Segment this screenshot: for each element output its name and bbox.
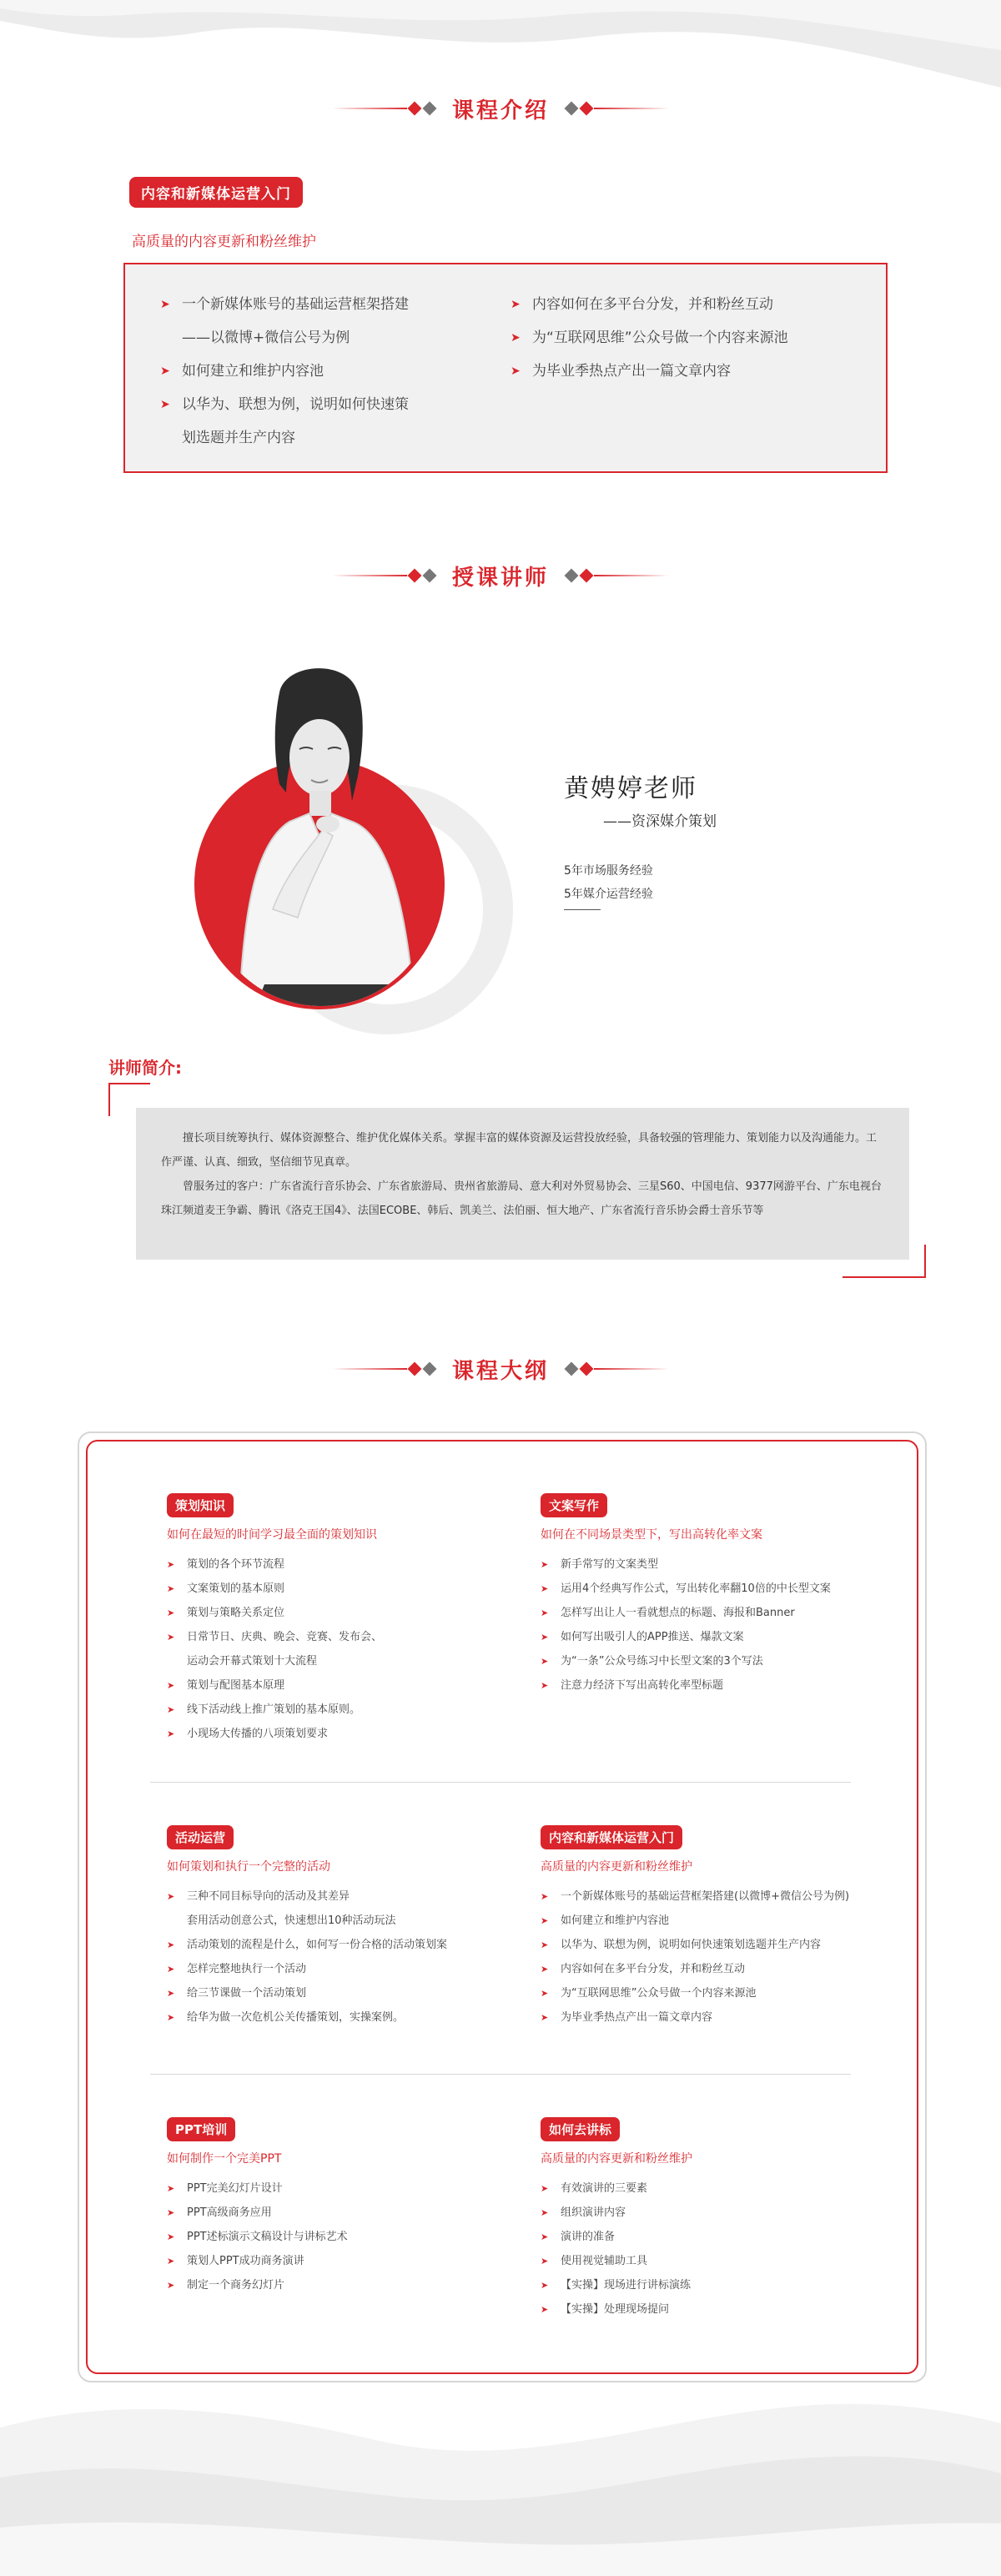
triangle-arrow-icon: ➤ [511, 365, 521, 378]
section-heading: 课程大纲 [451, 1358, 549, 1384]
title-right-decoration [564, 571, 669, 581]
outline-block-events [167, 1825, 534, 2030]
diamond-icon [422, 1362, 436, 1376]
outline-block-planning [167, 1493, 534, 1746]
triangle-arrow-icon: ➤ [160, 365, 170, 378]
list-item: ➤ 内容如何在多平台分发，并和粉丝互动 [511, 288, 853, 321]
list-item: ➤ 一个新媒体账号的基础运营框架搭建 [160, 288, 502, 321]
list-item-continuation: ——以微博+微信公号为例 [182, 330, 350, 346]
bio-box [136, 1108, 909, 1260]
list-item: ➤ 怎样完整地执行一个活动 [167, 1957, 534, 1981]
diamond-icon [565, 569, 579, 583]
outline-block-ppt [167, 2117, 534, 2297]
triangle-arrow-icon: ➤ [541, 1632, 549, 1643]
list-item: ➤ PPT高级商务应用 [167, 2201, 534, 2225]
triangle-arrow-icon: ➤ [167, 1728, 175, 1739]
list-item: ➤ 给三节课做一个活动策划 [167, 1981, 534, 2005]
list-item: ➤ 如何建立和维护内容池 [541, 1909, 899, 1933]
list-item: ➤ 怎样写出让人一看就想点的标题、海报和Banner [541, 1601, 891, 1625]
divider [564, 909, 601, 910]
list-item: ➤ 【实操】现场进行讲标演练 [541, 2273, 891, 2297]
intro-subtitle: 高质量的内容更新和粉丝维护 [132, 234, 316, 250]
section-title-lecturer [0, 555, 1001, 596]
list-item: ➤ 策划与配图基本原理 [167, 1673, 534, 1698]
section-title-course-intro [0, 88, 1001, 129]
triangle-arrow-icon: ➤ [167, 2012, 175, 2023]
triangle-arrow-icon: ➤ [541, 1656, 549, 1667]
triangle-arrow-icon: ➤ [167, 1704, 175, 1715]
teacher-photo [206, 659, 436, 1006]
intro-course-tag: 内容和新媒体运营入门 [129, 177, 303, 208]
corner-decoration [843, 1245, 926, 1278]
list-item: ➤ 为“一条”公众号练习中长型文案的3个写法 [541, 1649, 891, 1673]
list-item: ➤ 以华为、联想为例，说明如何快速策 [160, 388, 502, 421]
list-item: ➤ 小现场大传播的八项策划要求 [167, 1722, 534, 1746]
list-item: ➤ 演讲的准备 [541, 2225, 891, 2249]
triangle-arrow-icon: ➤ [167, 2231, 175, 2242]
list-item: ➤ PPT完美幻灯片设计 [167, 2176, 534, 2201]
triangle-arrow-icon: ➤ [167, 1559, 175, 1570]
triangle-arrow-icon: ➤ [167, 1632, 175, 1643]
title-left-decoration [332, 103, 437, 113]
intro-right-column [511, 288, 853, 471]
list-item: ➤ 给华为做一次危机公关传播策划，实操案例。 [167, 2005, 534, 2030]
triangle-arrow-icon: ➤ [167, 1607, 175, 1618]
list-item: ➤ 为“互联网思维”公众号做一个内容来源池 [511, 321, 853, 355]
triangle-arrow-icon: ➤ [167, 2256, 175, 2267]
triangle-arrow-icon: ➤ [167, 1680, 175, 1691]
list-item: ➤ 组织演讲内容 [541, 2201, 891, 2225]
triangle-arrow-icon: ➤ [541, 1964, 549, 1975]
teacher-title: ——资深媒介策划 [603, 813, 717, 830]
block-tag: PPT培训 [167, 2117, 235, 2141]
triangle-arrow-icon: ➤ [541, 1559, 549, 1570]
experience-line: 5年市场服务经验 [564, 864, 653, 878]
list-item: ➤ 制定一个商务幻灯片 [167, 2273, 534, 2297]
list-item: ➤ 为毕业季热点产出一篇文章内容 [511, 355, 853, 388]
diamond-icon [565, 1362, 579, 1376]
top-wave-decoration [0, 0, 1001, 100]
block-tag: 活动运营 [167, 1825, 234, 1849]
bio-paragraph: 曾服务过的客户：广东省流行音乐协会、广东省旅游局、贵州省旅游局、意大利对外贸易协会、三星S60、中国电信、9377网游平台、广东电视台珠江频道麦王争霸、腾讯《洛克王国4》、法国ECOBE、韩后、凯美兰、法伯丽、恒大地产、广东省流行音乐协会爵士音乐节等 [161, 1180, 882, 1217]
triangle-arrow-icon: ➤ [541, 2207, 549, 2218]
experience-line: 5年媒介运营经验 [564, 888, 653, 901]
triangle-arrow-icon: ➤ [541, 2183, 549, 2194]
list-item-continuation: 运动会开幕式策划十大流程 [187, 1655, 318, 1668]
triangle-arrow-icon: ➤ [167, 1891, 175, 1902]
section-heading: 课程介绍 [451, 98, 549, 123]
intro-left-column [160, 288, 502, 471]
diamond-icon [580, 1362, 594, 1376]
triangle-arrow-icon: ➤ [167, 2183, 175, 2194]
triangle-arrow-icon: ➤ [167, 1583, 175, 1594]
outline-block-bid-presentation [541, 2117, 891, 2322]
list-item-continuation: 划选题并生产内容 [182, 430, 295, 446]
bio-label: 讲师简介: [108, 1058, 182, 1078]
triangle-arrow-icon: ➤ [541, 2304, 549, 2315]
divider [150, 2074, 851, 2075]
triangle-arrow-icon: ➤ [541, 2280, 549, 2291]
bio-paragraph: 擅长项目统筹执行、媒体资源整合、维护优化媒体关系。掌握丰富的媒体资源及运营投放经验，具备较强的管理能力、策划能力以及沟通能力。工作严谨、认真、细致，坚信细节见真章。 [161, 1132, 878, 1169]
intro-content-box [123, 263, 888, 473]
triangle-arrow-icon: ➤ [541, 1940, 549, 1950]
list-item: ➤ 如何建立和维护内容池 [160, 355, 502, 388]
diamond-icon [580, 102, 594, 116]
block-tag: 内容和新媒体运营入门 [541, 1825, 682, 1849]
list-item: ➤ 策划人PPT成功商务演讲 [167, 2249, 534, 2273]
block-subtitle: 如何制作一个完美PPT [167, 2152, 282, 2166]
triangle-arrow-icon: ➤ [541, 1583, 549, 1594]
triangle-arrow-icon: ➤ [541, 1915, 549, 1926]
block-subtitle: 如何在不同场景类型下，写出高转化率文案 [541, 1528, 762, 1542]
list-item: ➤ 线下活动线上推广策划的基本原则。 [167, 1698, 534, 1722]
triangle-arrow-icon: ➤ [167, 2207, 175, 2218]
triangle-arrow-icon: ➤ [541, 2231, 549, 2242]
list-item: ➤ 【实操】处理现场提问 [541, 2297, 891, 2322]
list-item: ➤ 文案策划的基本原则 [167, 1577, 534, 1601]
list-item-continuation: 套用活动创意公式，快速想出10种活动玩法 [187, 1914, 396, 1927]
list-item: ➤ 活动策划的流程是什么，如何写一份合格的活动策划案 [167, 1933, 534, 1957]
diamond-icon [565, 102, 579, 116]
divider [150, 1782, 851, 1783]
triangle-arrow-icon: ➤ [541, 1680, 549, 1691]
triangle-arrow-icon: ➤ [511, 298, 521, 311]
list-item: ➤ 内容如何在多平台分发，并和粉丝互动 [541, 1957, 899, 1981]
triangle-arrow-icon: ➤ [511, 331, 521, 345]
triangle-arrow-icon: ➤ [541, 1988, 549, 1999]
title-left-decoration [332, 1364, 437, 1374]
diamond-icon [422, 102, 436, 116]
list-item: ➤ 为毕业季热点产出一篇文章内容 [541, 2005, 899, 2030]
section-title-outline [0, 1348, 1001, 1390]
outline-block-new-media [541, 1825, 899, 2030]
list-item: ➤ 新手常写的文案类型 [541, 1552, 891, 1577]
diamond-icon [407, 102, 421, 116]
triangle-arrow-icon: ➤ [167, 1964, 175, 1975]
title-right-decoration [564, 103, 669, 113]
block-subtitle: 高质量的内容更新和粉丝维护 [541, 1860, 692, 1874]
triangle-arrow-icon: ➤ [541, 2256, 549, 2267]
block-tag: 策划知识 [167, 1493, 234, 1517]
triangle-arrow-icon: ➤ [167, 1940, 175, 1950]
block-tag: 如何去讲标 [541, 2117, 620, 2141]
section-heading: 授课讲师 [451, 565, 549, 591]
teacher-portrait [188, 659, 538, 1059]
triangle-arrow-icon: ➤ [541, 1607, 549, 1618]
list-item: ➤ 策划的各个环节流程 [167, 1552, 534, 1577]
list-item: ➤ 有效演讲的三要素 [541, 2176, 891, 2201]
diamond-icon [407, 569, 421, 583]
list-item: ➤ PPT述标演示文稿设计与讲标艺术 [167, 2225, 534, 2249]
outline-block-copywriting [541, 1493, 891, 1698]
triangle-arrow-icon: ➤ [160, 298, 170, 311]
list-item: ➤ 策划与策略关系定位 [167, 1601, 534, 1625]
triangle-arrow-icon: ➤ [167, 1988, 175, 1999]
teacher-name: 黄娉婷老师 [564, 774, 697, 803]
triangle-arrow-icon: ➤ [160, 398, 170, 411]
diamond-icon [422, 569, 436, 583]
block-subtitle: 高质量的内容更新和粉丝维护 [541, 2152, 692, 2166]
block-subtitle: 如何策划和执行一个完整的活动 [167, 1860, 330, 1874]
list-item: ➤ 以华为、联想为例，说明如何快速策划选题并生产内容 [541, 1933, 899, 1957]
diamond-icon [407, 1362, 421, 1376]
list-item: ➤ 运用4个经典写作公式，写出转化率翻10倍的中长型文案 [541, 1577, 891, 1601]
list-item: ➤ 三种不同目标导向的活动及其差异 [167, 1884, 534, 1909]
list-item: ➤ 使用视觉辅助工具 [541, 2249, 891, 2273]
triangle-arrow-icon: ➤ [541, 1891, 549, 1902]
triangle-arrow-icon: ➤ [167, 2280, 175, 2291]
block-tag: 文案写作 [541, 1493, 607, 1517]
bottom-wave-decoration [0, 2361, 1001, 2576]
title-left-decoration [332, 571, 437, 581]
list-item: ➤ 如何写出吸引人的APP推送、爆款文案 [541, 1625, 891, 1649]
list-item: ➤ 为“互联网思维”公众号做一个内容来源池 [541, 1981, 899, 2005]
list-item: ➤ 注意力经济下写出高转化率型标题 [541, 1673, 891, 1698]
teacher-experience [564, 859, 653, 906]
diamond-icon [580, 569, 594, 583]
triangle-arrow-icon: ➤ [541, 2012, 549, 2023]
list-item: ➤ 一个新媒体账号的基础运营框架搭建(以微博+微信公号为例) [541, 1884, 899, 1909]
block-subtitle: 如何在最短的时间学习最全面的策划知识 [167, 1528, 377, 1542]
list-item: ➤ 日常节日、庆典、晚会、竞赛、发布会、 [167, 1625, 534, 1649]
title-right-decoration [564, 1364, 669, 1374]
